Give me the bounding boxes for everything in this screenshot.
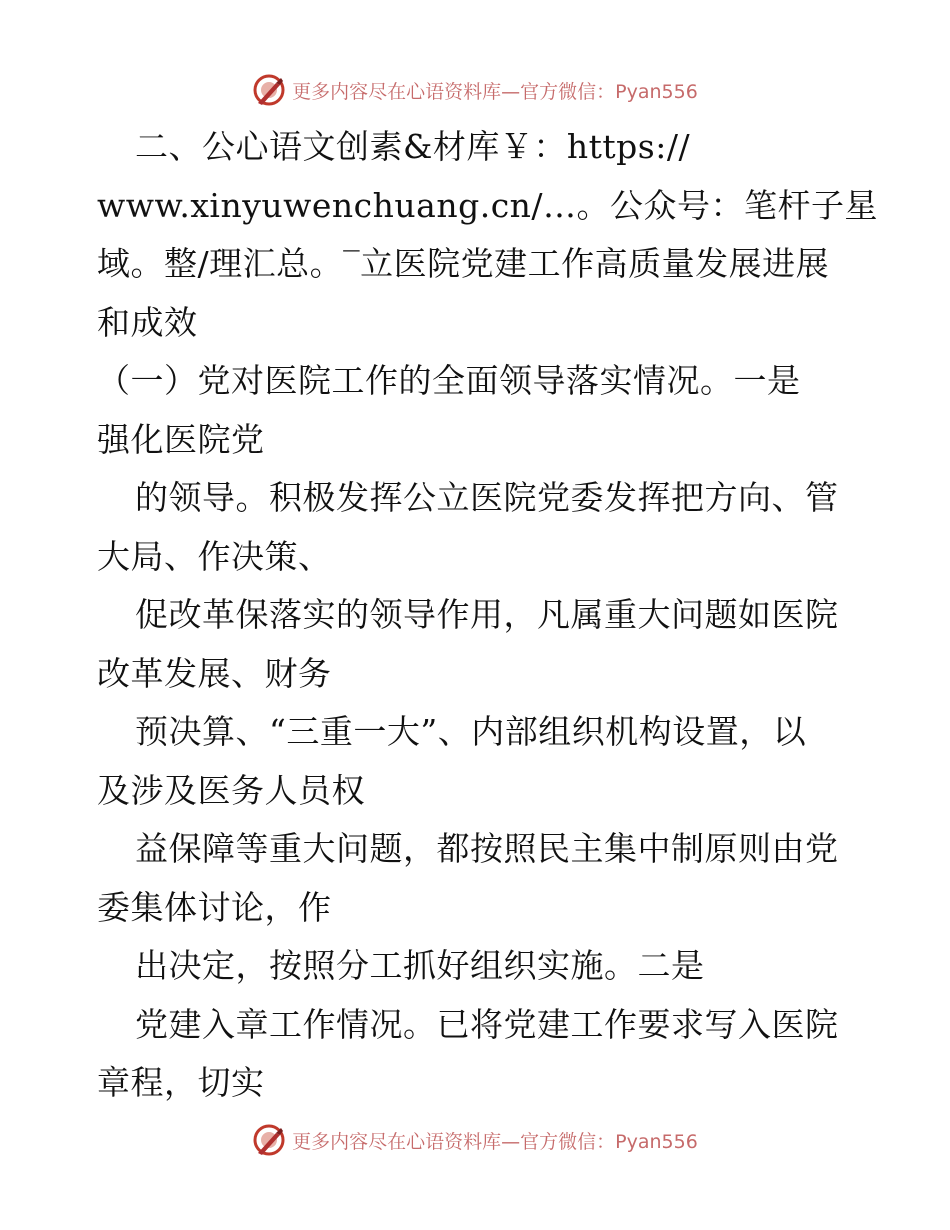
text-line: 及涉及医务人员权 [97, 770, 365, 810]
footer-banner-text: 更多内容尽在心语资料库—官方微信：Pyan556 [292, 1130, 698, 1153]
header-banner-content [252, 73, 698, 107]
text-line: 大局、作决策、 [97, 536, 332, 576]
text-line: 促改革保落实的领导作用，凡属重大问题如医院 [135, 595, 839, 634]
pen-circle-logo-icon [252, 73, 286, 107]
text-line: 强化医院党 [97, 419, 265, 459]
text-line: 党建入章工作情况。已将党建工作要求写入医院 [135, 1004, 839, 1044]
pen-circle-logo-icon [252, 1123, 286, 1157]
text-line: 域。整/理汇总。‾立医院党建工作高质量发展进展 [97, 244, 830, 283]
text-line: （一）党对医院工作的全面领导落实情况。一是 [97, 361, 801, 400]
text-line: 委集体讨论，作 [97, 887, 332, 927]
text-line: 和成效 [97, 302, 198, 342]
document-body [97, 118, 879, 1113]
text-line: 改革发展、财务 [97, 653, 332, 693]
text-line: www.xinyuwenchuang.cn/…。公众号：笔杆子星 [97, 185, 879, 225]
footer-banner-content [252, 1123, 698, 1157]
text-line: 的领导。积极发挥公立医院党委发挥把方向、管 [135, 478, 839, 517]
footer-banner [0, 1120, 950, 1160]
text-line: 章程，切实 [97, 1063, 265, 1102]
text-line: 二、公心语文创素&材库￥：https:// [135, 127, 691, 166]
text-line: 出决定，按照分工抓好组织实施。二是 [135, 946, 705, 985]
header-banner [0, 70, 950, 110]
text-line: 预决算、“三重一大”、内部组织机构设置，以 [135, 712, 807, 751]
header-banner-text: 更多内容尽在心语资料库—官方微信：Pyan556 [292, 80, 698, 103]
text-line: 益保障等重大问题，都按照民主集中制原则由党 [135, 829, 839, 868]
